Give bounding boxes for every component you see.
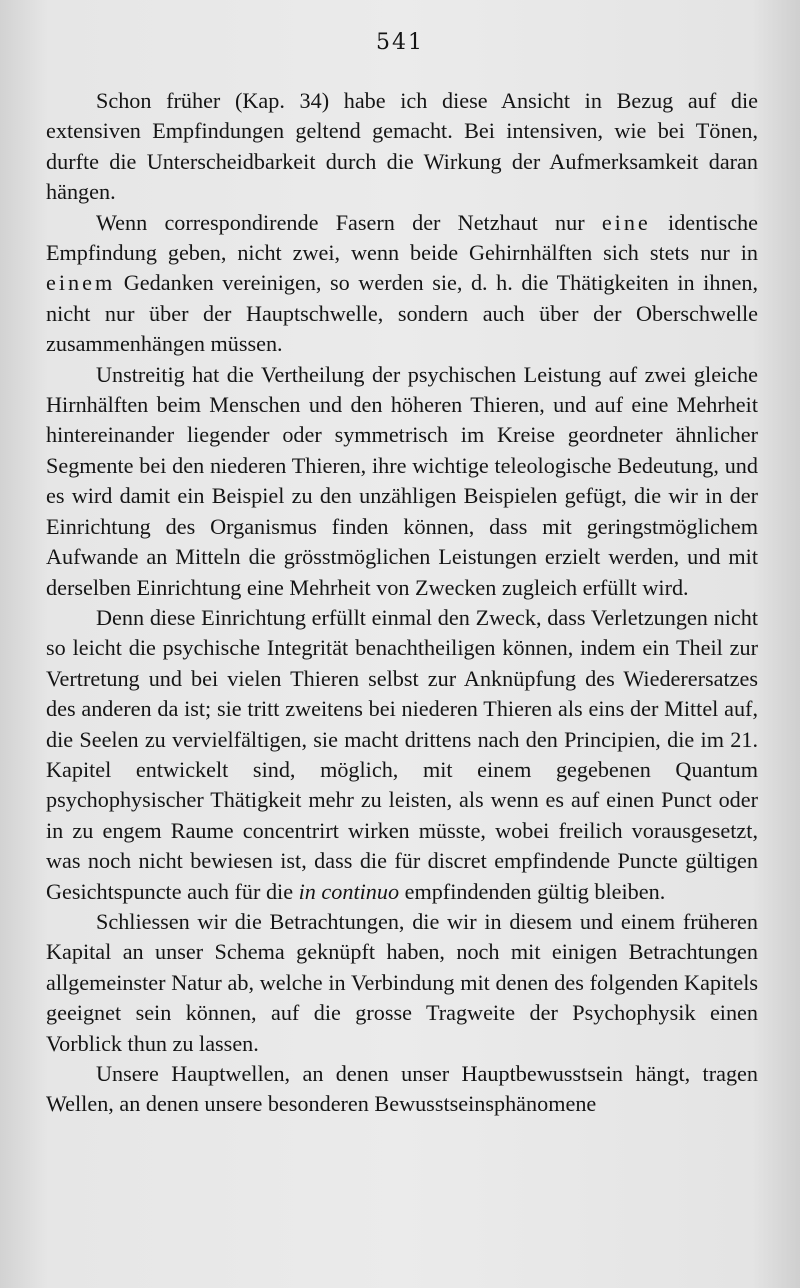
- spaced-emphasis-text: einem: [46, 270, 116, 296]
- paragraph-text: Wenn correspondirende Fasern der Netzhaut nur: [96, 209, 602, 235]
- paragraph-text: Schon früher (Kap. 34) habe ich diese Ansicht in Bezug auf die extensiven Empfindungen geltend gemacht. Bei intensiven, wie bei Tönen, durfte die Unterscheidbarkeit durch die Wirkung der Aufmerksamkeit daran hängen.: [46, 88, 758, 205]
- paragraph: [46, 907, 758, 1059]
- paragraph-text: empfindenden gültig bleiben.: [399, 878, 666, 904]
- paragraph-text: identische Empfindung geben, nicht zwei, wenn beide Gehirnhälften sich stets nur in: [46, 209, 758, 266]
- page-number: 541: [376, 30, 424, 55]
- paragraph-text: Gedanken vereinigen, so werden sie, d. h. die Thätigkeiten in ihnen, nicht nur über der Hauptschwelle, sondern auch über der Oberschwelle zusammenhängen müssen.: [46, 270, 758, 357]
- paragraph-text: Unstreitig hat die Vertheilung der psychischen Leistung auf zwei gleiche Hirnhälften beim Menschen und den höheren Thieren, und auf eine Mehrheit hintereinander liegender oder symmetrisch im Kreise geordneter ähnlicher Segmente bei den niederen Thieren, ihre wichtige teleologische Bedeutung, und es wird damit ein Beispiel zu den unzähligen Beispielen gefügt, die wir in der Einrichtung des Organismus finden können, dass mit geringstmöglichem Aufwande an Mitteln die grösstmöglichen Leistungen erzielt werden, und mit derselben Einrichtung eine Mehrheit von Zwecken zugleich erfüllt wird.: [46, 361, 758, 600]
- paragraph-text: Unsere Hauptwellen, an denen unser Hauptbewusstsein hängt, tragen Wellen, an denen unsere besonderen Bewusstseinsphänomene: [46, 1061, 758, 1117]
- body-text: [46, 86, 758, 1120]
- paragraph: [46, 1059, 758, 1120]
- italic-text: in continuo: [298, 878, 400, 904]
- paragraph: [46, 86, 758, 208]
- paragraph-text: Schliessen wir die Betrachtungen, die wir in diesem und einem früheren Kapital an unser Schema geknüpft haben, noch mit einigen Betrachtungen allgemeinster Natur ab, welche in Verbindung mit denen des folgenden Kapitels geeignet sein können, auf die grosse Tragweite der Psychophysik einen Vorblick thun zu lassen.: [46, 908, 758, 1056]
- paragraph: [46, 603, 758, 907]
- paragraph: [46, 208, 758, 360]
- spaced-emphasis-text: eine: [601, 209, 651, 235]
- paragraph-text: Denn diese Einrichtung erfüllt einmal den Zweck, dass Verletzungen nicht so leicht die psychische Integrität benachtheiligen können, indem ein Theil zur Vertretung und bei vielen Thieren selbst zur Anknüpfung des Wiederersatzes des anderen da ist; sie tritt zweitens bei niederen Thieren als eins der Mittel auf, die Seelen zu vervielfältigen, sie macht drittens nach den Principien, die im 21. Kapitel entwickelt sind, möglich, mit einem gegebenen Quantum psychophysischer Thätigkeit mehr zu leisten, als wenn es auf einen Punct oder in zu engem Raume concentrirt wirken müsste, wobei freilich vorausgesetzt, was noch nicht bewiesen ist, dass die für discret empfindende Puncte gültigen Gesichtspuncte auch für die: [46, 604, 758, 904]
- paragraph: [46, 360, 758, 603]
